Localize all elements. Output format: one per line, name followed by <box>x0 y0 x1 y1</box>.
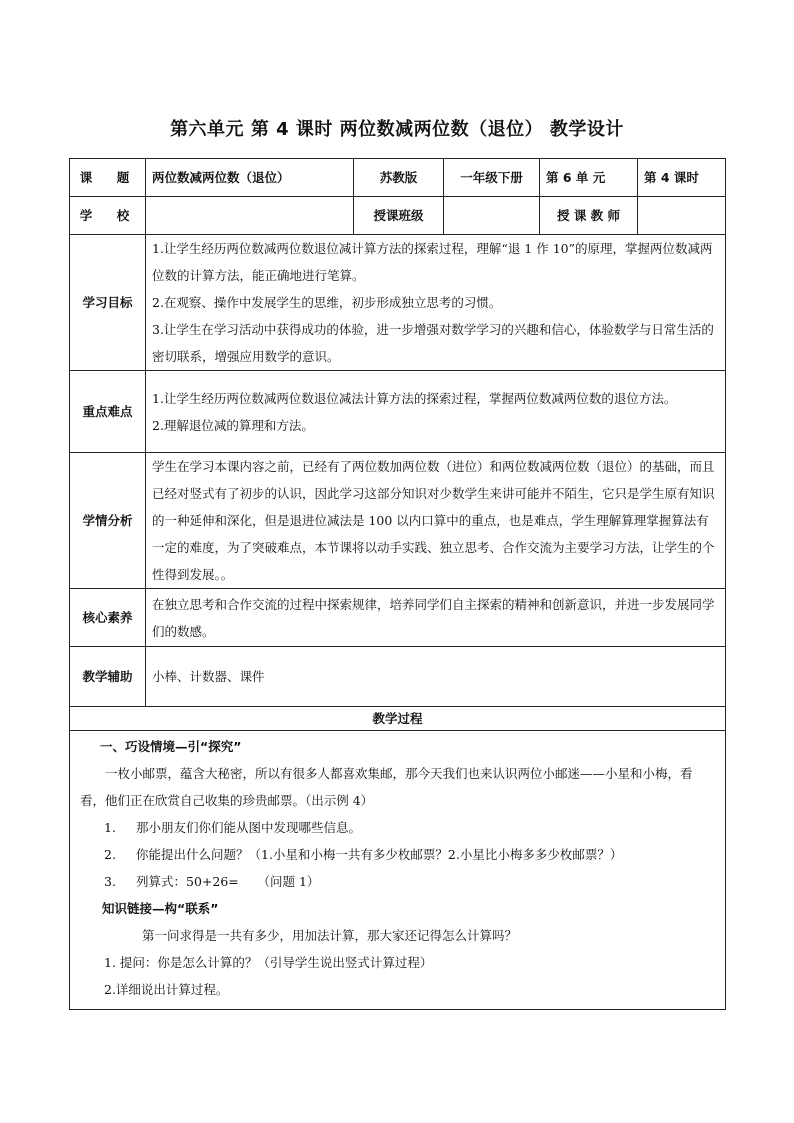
document-title: 第六单元 第 4 课时 两位数减两位数（退位） 教学设计 <box>170 119 624 140</box>
item-number: 3. <box>104 874 116 889</box>
goals-content <box>146 235 726 371</box>
key-row <box>70 371 726 453</box>
analysis-content <box>146 453 726 589</box>
teacher-value <box>638 197 726 235</box>
header-row-1 <box>70 159 726 197</box>
topic-value: 两位数减两位数（退位） <box>146 159 354 197</box>
lesson-value: 第 4 课时 <box>638 159 726 197</box>
literacy-text: 在独立思考和合作交流的过程中探索规律，培养同学们自主探索的精神和创新意识，并进一步发展同学们的数感。 <box>152 596 715 639</box>
step-1: 1. 提问：你是怎么计算的？（引导学生说出竖式计算过程） <box>104 955 433 970</box>
step-2: 2.详细说出计算过程。 <box>104 982 229 997</box>
aids-text: 小棒、计数器、课件 <box>152 669 265 684</box>
process-content-row <box>70 731 726 1010</box>
header-row-2 <box>70 197 726 235</box>
goals-row <box>70 235 726 371</box>
intro-text: 一枚小邮票，蕴含大秘密，所以有很多人都喜欢集邮，那今天我们也来认识两位小邮迷——小星和小梅，看看，他们正在欣赏自己收集的珍贵邮票。（出示例 4） <box>80 766 693 808</box>
class-value <box>444 197 540 235</box>
teacher-label: 授 课 教 师 <box>540 197 638 235</box>
process-content <box>70 731 726 1010</box>
process-title-row <box>70 707 726 731</box>
literacy-content <box>146 589 726 647</box>
goal-item: 1.让学生经历两位数减两位数退位减计算方法的探索过程，理解“退 1 作 10”的原理，掌握两位数减两位数的计算方法，能正确地进行笔算。 <box>152 241 713 283</box>
key-label: 重点难点 <box>70 371 146 453</box>
process-item <box>80 841 715 868</box>
goals-label: 学习目标 <box>70 235 146 371</box>
item-text: 列算式：50+26= （问题 1） <box>136 874 320 889</box>
key-item: 1.让学生经历两位数减两位数退位减法计算方法的探索过程，掌握两位数减两位数的退位方法。 <box>152 390 677 406</box>
publisher-value: 苏教版 <box>354 159 444 197</box>
literacy-row <box>70 589 726 647</box>
process-title: 教学过程 <box>70 707 726 731</box>
link-text: 第一问求得是一共有多少，用加法计算，那大家还记得怎么计算吗？ <box>142 928 518 943</box>
school-label: 学 校 <box>70 197 146 235</box>
class-label: 授课班级 <box>354 197 444 235</box>
key-item: 2.理解退位减的算理和方法。 <box>152 417 314 433</box>
grade-value: 一年级下册 <box>444 159 540 197</box>
process-item <box>80 868 715 895</box>
analysis-text: 学生在学习本课内容之前，已经有了两位数加两位数（进位）和两位数减两位数（退位）的基础，而且已经对竖式有了初步的认识，因此学习这部分知识对少数学生来讲可能并不陌生，它只是学生原有知识的一种延伸和深化，但是退进位减法是 100 以内口算中的重点，也是难点，学生理解算理掌握算法有一定的难度，为了突破难点，本节课将以动手实践、独立思考、合作交流为主要学习方法，让学生的个性得到发展。。 <box>152 459 715 582</box>
goal-item: 3.让学生在学习活动中获得成功的体验，进一步增强对数学学习的兴趣和信心，体验数学与日常生活的密切联系，增强应用数学的意识。 <box>152 322 714 364</box>
aids-label: 教学辅助 <box>70 647 146 707</box>
lesson-plan-table <box>69 158 726 1010</box>
school-value <box>146 197 354 235</box>
item-text: 那小朋友们你们能从图中发现哪些信息。 <box>136 820 362 835</box>
goal-item: 2.在观察、操作中发展学生的思维，初步形成独立思考的习惯。 <box>152 295 502 310</box>
item-text: 你能提出什么问题？（1.小星和小梅一共有多少枚邮票？2.小星比小梅多多少枚邮票？） <box>136 847 623 862</box>
part1-heading: 一、巧设情境—引“探究” <box>100 739 242 754</box>
topic-label: 课 题 <box>70 159 146 197</box>
aids-content <box>146 647 726 707</box>
analysis-label: 学情分析 <box>70 453 146 589</box>
key-content <box>146 371 726 453</box>
item-number: 2. <box>104 847 116 862</box>
literacy-label: 核心素养 <box>70 589 146 647</box>
aids-row <box>70 647 726 707</box>
unit-value: 第 6 单 元 <box>540 159 638 197</box>
item-number: 1. <box>104 820 116 835</box>
process-item <box>80 814 715 841</box>
part2-heading: 知识链接—构“联系” <box>102 901 219 916</box>
analysis-row <box>70 453 726 589</box>
